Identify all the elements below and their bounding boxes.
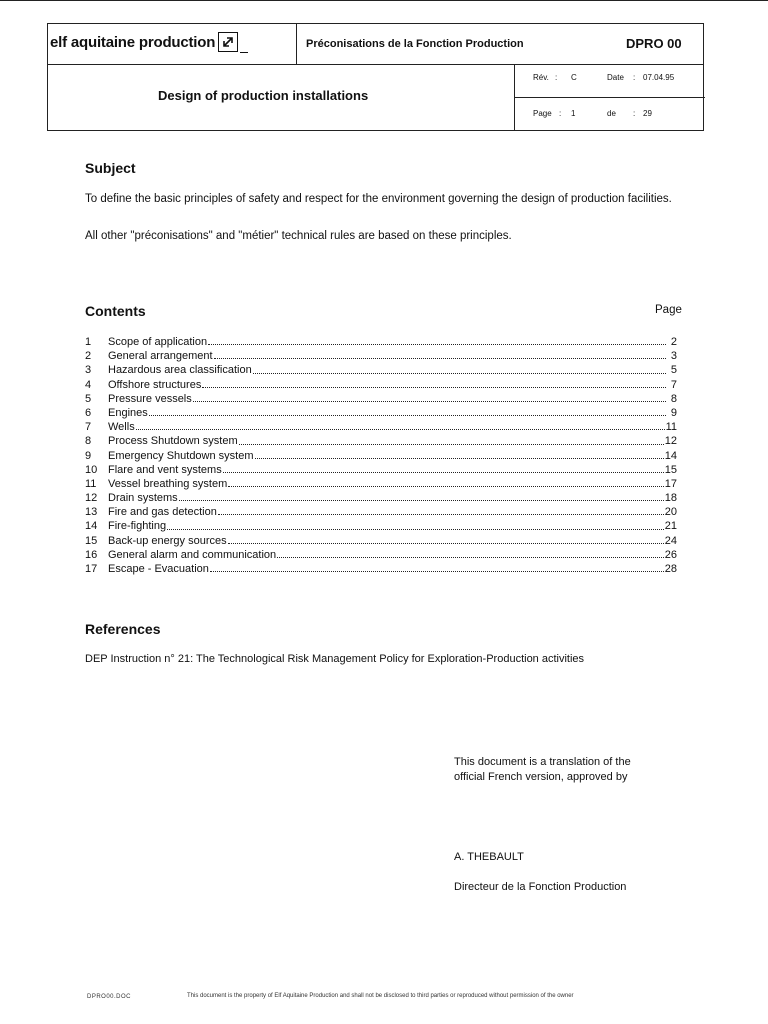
toc-entry-number: 7	[85, 421, 92, 434]
total-pages: 29	[643, 109, 652, 118]
toc-entry-page: 7	[670, 378, 677, 391]
toc-entry-page: 26	[664, 548, 677, 561]
date-label: Date	[607, 73, 624, 82]
toc-entry-page: 5	[670, 364, 677, 377]
toc-entry-page: 18	[664, 492, 677, 505]
toc-entry-title: Vessel breathing system	[108, 477, 228, 490]
toc-entry-page: 8	[670, 392, 677, 405]
contents-page-column-label: Page	[655, 304, 682, 316]
toc-entry-page: 12	[664, 435, 677, 448]
contents-heading: Contents	[85, 303, 146, 319]
toc-leader-dots	[149, 406, 666, 416]
toc-leader-dots	[277, 548, 664, 558]
toc-entry	[85, 477, 677, 491]
toc-leader-dots	[253, 363, 666, 373]
page-label: Page	[533, 109, 552, 118]
toc-entry-title: Engines	[108, 406, 148, 419]
toc-entry	[85, 491, 677, 505]
toc-entry	[85, 505, 677, 519]
toc-entry-title: Scope of application	[108, 336, 208, 348]
subject-paragraph-1: To define the basic principles of safety and respect for the environment governing the design of production facilities.	[85, 193, 672, 205]
footer-filename: DPRO00.DOC	[87, 994, 132, 1000]
approver-name: A. THEBAULT	[454, 851, 524, 863]
toc-entry-number: 10	[85, 463, 98, 476]
toc-leader-dots	[179, 491, 664, 501]
toc-leader-dots	[228, 534, 664, 544]
toc-entry	[85, 349, 677, 363]
toc-entry-number: 13	[85, 506, 98, 519]
toc-entry-title: Process Shutdown system	[108, 435, 238, 448]
toc-entry	[85, 406, 677, 420]
reference-entry: DEP Instruction n° 21: The Technological Risk Management Policy for Exploration-Production activities	[85, 653, 585, 665]
toc-entry-title: General alarm and communication	[108, 548, 277, 561]
toc-entry-title: Hazardous area classification	[108, 364, 252, 377]
toc-entry	[85, 363, 677, 377]
toc-entry-page: 15	[664, 463, 677, 476]
toc-entry	[85, 335, 677, 349]
toc-entry-page: 14	[664, 449, 677, 462]
translation-note-line-2: official French version, approved by	[454, 771, 628, 783]
references-heading: References	[85, 621, 161, 637]
document-header	[47, 23, 704, 131]
top-rule	[0, 0, 768, 1]
toc-leader-dots	[255, 449, 664, 459]
toc-entry	[85, 434, 677, 448]
subject-paragraph-2: All other "préconisations" and "métier" technical rules are based on these principles.	[85, 230, 512, 242]
revision-block: Rév. : C Date : 07.04.95 Page : 1 de : 29	[514, 64, 705, 130]
toc-leader-dots	[218, 505, 664, 515]
date-value: 07.04.95	[643, 73, 675, 82]
toc-leader-dots	[136, 420, 665, 430]
approver-role: Directeur de la Fonction Production	[454, 881, 627, 893]
toc-entry	[85, 463, 677, 477]
toc-entry-number: 4	[85, 378, 92, 391]
toc-leader-dots	[214, 349, 666, 359]
company-logo	[50, 33, 248, 53]
toc-entry-number: 15	[85, 534, 98, 547]
toc-entry-number: 6	[85, 406, 92, 419]
toc-entry-number: 11	[85, 477, 97, 490]
toc-entry-title: Fire-fighting	[108, 520, 167, 533]
toc-entry	[85, 392, 677, 406]
toc-leader-dots	[239, 434, 664, 444]
toc-entry-page: 21	[664, 520, 677, 533]
toc-entry-number: 5	[85, 392, 92, 405]
toc-entry-title: Fire and gas detection	[108, 506, 217, 519]
toc-leader-dots	[167, 519, 664, 529]
subject-heading: Subject	[85, 160, 136, 176]
toc-entry-page: 20	[664, 506, 677, 519]
toc-leader-dots	[193, 392, 666, 402]
table-of-contents	[85, 335, 677, 576]
toc-entry-title: Drain systems	[108, 492, 178, 505]
toc-entry-title: General arrangement	[108, 350, 213, 363]
toc-entry-page: 9	[670, 406, 677, 419]
rev-label: Rév.	[533, 73, 549, 82]
toc-entry	[85, 534, 677, 548]
toc-entry-title: Offshore structures	[108, 378, 202, 391]
toc-entry-title: Pressure vessels	[108, 392, 192, 405]
toc-leader-dots	[208, 335, 666, 345]
toc-entry	[85, 562, 677, 576]
toc-entry-page: 17	[664, 477, 677, 490]
translation-note-line-1: This document is a translation of the	[454, 756, 631, 768]
toc-entry-number: 3	[85, 364, 92, 377]
toc-entry	[85, 420, 677, 434]
toc-entry-title: Emergency Shutdown system	[108, 449, 254, 462]
toc-entry	[85, 378, 677, 392]
toc-entry-number: 8	[85, 435, 92, 448]
toc-entry-number: 14	[85, 520, 98, 533]
toc-entry-number: 1	[85, 336, 92, 348]
document-title: Design of production installations	[158, 88, 369, 103]
toc-entry-number: 17	[85, 563, 98, 575]
toc-leader-dots	[210, 562, 664, 572]
page-value: 1	[571, 109, 576, 118]
toc-entry-page: 2	[670, 336, 677, 348]
toc-leader-dots	[223, 463, 664, 473]
toc-entry-page: 24	[664, 534, 677, 547]
footer-confidentiality-notice: This document is the property of Elf Aquitaine Production and shall not be disclosed to third parties or reproduced without permission of the owner	[187, 993, 574, 999]
logo-mark-icon	[218, 32, 238, 52]
toc-entry-title: Back-up energy sources	[108, 534, 227, 547]
logo-cell	[48, 24, 297, 64]
toc-entry-page: 28	[664, 563, 677, 575]
toc-entry-number: 12	[85, 492, 98, 505]
toc-entry-title: Flare and vent systems	[108, 463, 222, 476]
toc-entry	[85, 449, 677, 463]
toc-entry-number: 16	[85, 548, 98, 561]
toc-leader-dots	[228, 477, 664, 487]
toc-entry-title: Wells	[108, 421, 135, 434]
document-code: DPRO 00	[626, 36, 682, 51]
rev-value: C	[571, 73, 577, 82]
toc-entry	[85, 548, 677, 562]
series-title: Préconisations de la Fonction Production	[306, 38, 524, 50]
toc-entry-title: Escape - Evacuation	[108, 563, 209, 575]
toc-leader-dots	[202, 378, 666, 388]
toc-entry-page: 3	[670, 350, 677, 363]
of-label: de	[607, 109, 616, 118]
logo-underline	[240, 52, 248, 53]
logo-text: elf aquitaine production	[50, 33, 216, 51]
toc-entry-page: 11	[665, 421, 677, 434]
toc-entry-number: 2	[85, 350, 92, 363]
toc-entry-number: 9	[85, 449, 92, 462]
toc-entry	[85, 519, 677, 533]
